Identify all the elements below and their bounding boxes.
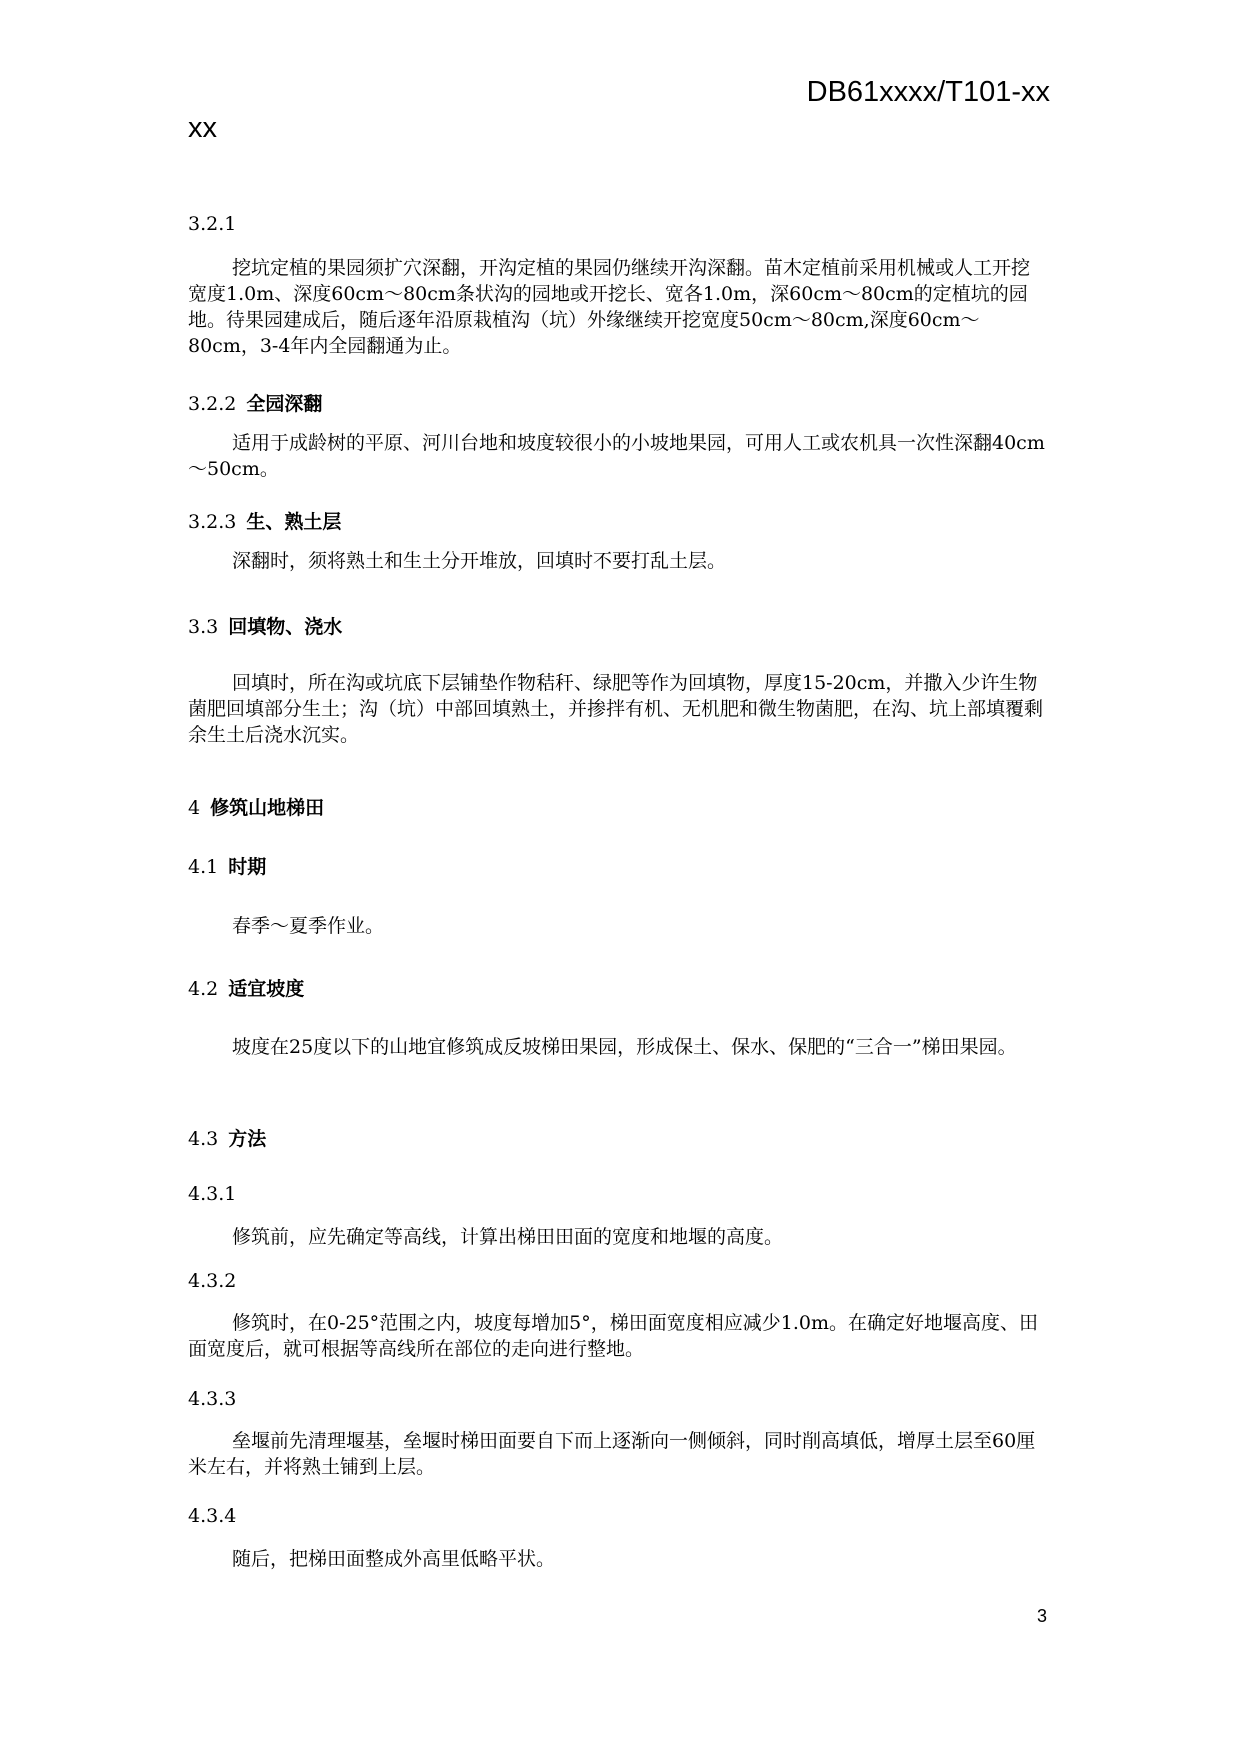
section-title: 时期 bbox=[228, 856, 267, 878]
section-3-2-2-paragraph: 适用于成龄树的平原、河川台地和坡度较很小的小坡地果园，可用人工或农机具一次性深翻40cm～50cm。 bbox=[188, 432, 1045, 480]
section-title: 修筑山地梯田 bbox=[210, 797, 325, 819]
section-title: 全园深翻 bbox=[246, 393, 323, 415]
section-title: 适宜坡度 bbox=[228, 978, 305, 1000]
section-4-2-heading bbox=[188, 974, 304, 1001]
section-4-heading bbox=[188, 793, 324, 820]
section-4-3-4-heading bbox=[188, 1505, 246, 1527]
section-number: 3.2.1 bbox=[188, 213, 237, 235]
section-number: 4 bbox=[188, 797, 201, 819]
section-number: 3.2.3 bbox=[188, 511, 237, 533]
section-4-3-heading bbox=[188, 1124, 266, 1151]
section-3-2-3-heading bbox=[188, 507, 341, 534]
section-4-1-heading bbox=[188, 852, 266, 879]
section-number: 3.2.2 bbox=[188, 393, 237, 415]
section-3-3-heading bbox=[188, 612, 342, 639]
section-title: 生、熟土层 bbox=[246, 511, 342, 533]
section-3-2-1-paragraph: 挖坑定植的果园须扩穴深翻，开沟定植的果园仍继续开沟深翻。苗木定植前采用机械或人工开挖宽度1.0m、深度60cm～80cm条状沟的园地或开挖长、宽各1.0m，深60cm～80cm的定植坑的园地。待果园建成后，随后逐年沿原栽植沟（坑）外缘继续开挖宽度50cm～80cm,深度60cm～80cm，3-4年内全园翻通为止。 bbox=[188, 257, 1031, 357]
section-3-3-paragraph: 回填时，所在沟或坑底下层铺垫作物秸秆、绿肥等作为回填物，厚度15-20cm，并撒入少许生物菌肥回填部分生土；沟（坑）中部回填熟土，并掺拌有机、无机肥和微生物菌肥，在沟、坑上部填覆剩余生土后浇水沉实。 bbox=[188, 672, 1044, 746]
header-code-continuation: xx bbox=[188, 112, 217, 144]
section-3-2-2-heading bbox=[188, 389, 322, 416]
section-4-3-3-heading bbox=[188, 1388, 246, 1410]
section-number: 4.3.3 bbox=[188, 1388, 237, 1410]
section-number: 4.3.1 bbox=[188, 1183, 237, 1205]
section-number: 4.3.2 bbox=[188, 1270, 237, 1292]
section-number: 4.2 bbox=[188, 978, 219, 1000]
section-number: 4.3.4 bbox=[188, 1505, 237, 1527]
header-standard-code: DB61xxxx/T101-xx bbox=[806, 76, 1050, 108]
section-number: 4.3 bbox=[188, 1128, 219, 1150]
section-number: 4.1 bbox=[188, 856, 219, 878]
section-4-3-3-paragraph: 垒堰前先清理堰基，垒堰时梯田面要自下而上逐渐向一侧倾斜，同时削高填低，增厚土层至60厘米左右，并将熟土铺到上层。 bbox=[188, 1430, 1036, 1478]
section-4-3-2-paragraph: 修筑时，在0-25°范围之内，坡度每增加5°，梯田面宽度相应减少1.0m。在确定好地堰高度、田面宽度后，就可根据等高线所在部位的走向进行整地。 bbox=[188, 1312, 1039, 1360]
section-3-2-3-paragraph: 深翻时，须将熟土和生土分开堆放，回填时不要打乱土层。 bbox=[232, 550, 727, 572]
section-title: 回填物、浇水 bbox=[228, 616, 343, 638]
section-4-1-paragraph: 春季～夏季作业。 bbox=[232, 915, 385, 937]
section-4-2-paragraph: 坡度在25度以下的山地宜修筑成反坡梯田果园，形成保土、保水、保肥的“三合一”梯田果园。 bbox=[232, 1036, 1017, 1058]
section-number: 3.3 bbox=[188, 616, 219, 638]
section-4-3-1-paragraph: 修筑前，应先确定等高线，计算出梯田田面的宽度和地堰的高度。 bbox=[232, 1226, 784, 1248]
section-4-3-2-heading bbox=[188, 1270, 246, 1292]
section-4-3-1-heading bbox=[188, 1183, 246, 1205]
page-number: 3 bbox=[1036, 1606, 1047, 1626]
section-title: 方法 bbox=[228, 1128, 267, 1150]
section-4-3-4-paragraph: 随后，把梯田面整成外高里低略平状。 bbox=[232, 1548, 556, 1570]
section-3-2-1-heading bbox=[188, 213, 246, 235]
